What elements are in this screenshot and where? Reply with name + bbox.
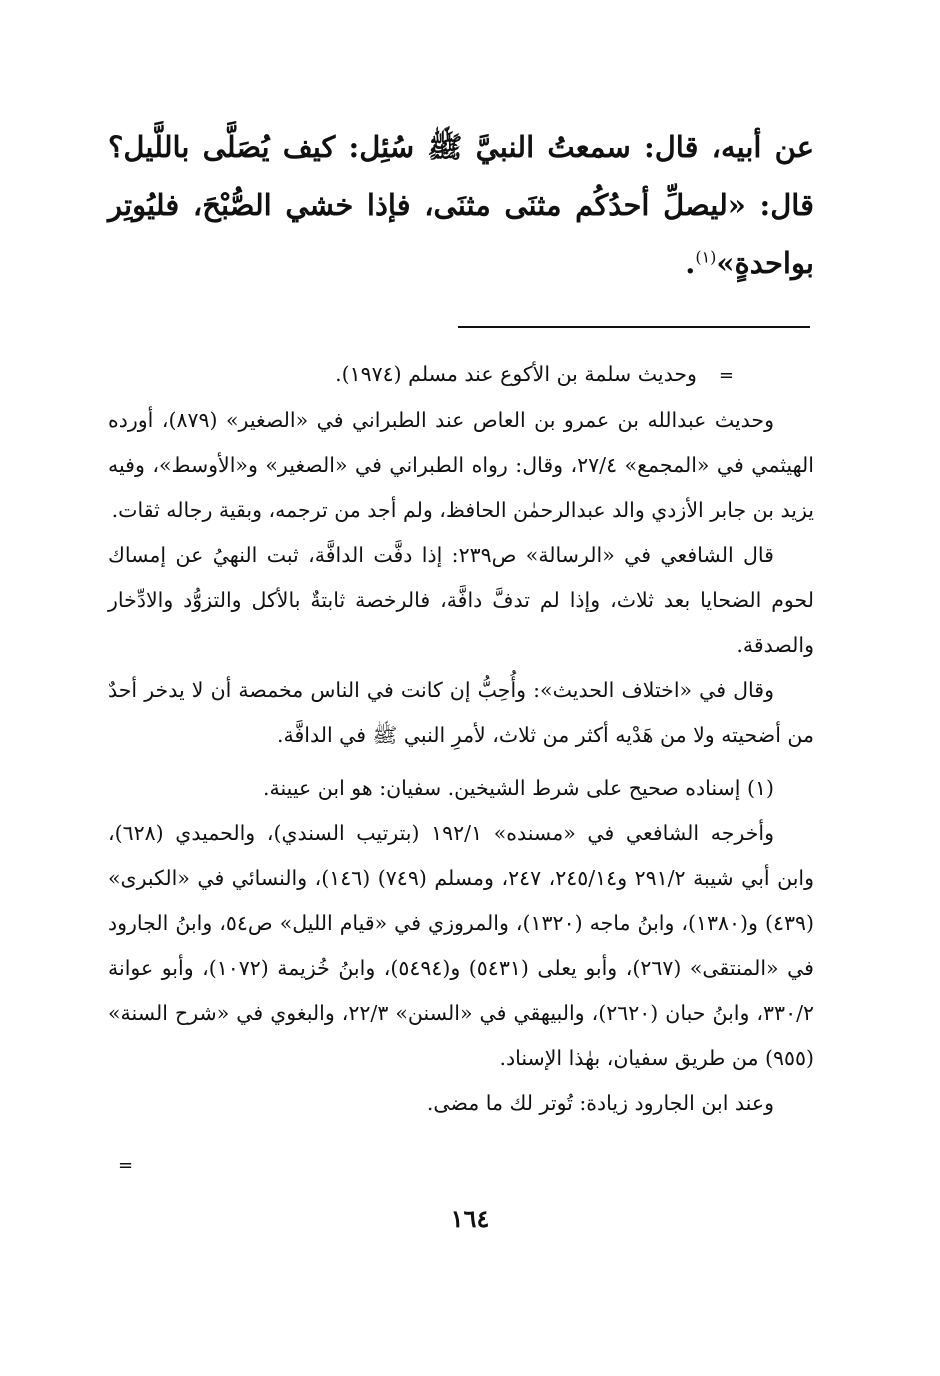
page-number: ١٦٤ [450, 1204, 490, 1233]
footnote-reference: (١) [695, 247, 717, 267]
footnotes-section [108, 352, 814, 1126]
footnote-one-sources: وأخرجه الشافعي في «مسنده» ١٩٢/١ (بترتيب السندي)، والحميدي (٦٢٨)، وابن أبي شيبة ٢٩١/٢ و٢٤٥/١٤، ٢٤٧، ومسلم (٧٤٩) (١٤٦)، والنسائي في «الكبرى» (٤٣٩) و(١٣٨٠)، وابنُ ماجه (١٣٢٠)، والمروزي في «قيام الليل» ص٥٤، وابنُ الجارود في «المنتقى» (٢٦٧)، وأبو يعلى (٥٤٣١) و(٥٤٩٤)، وابنُ خُزيمة (١٠٧٢)، وأبو عوانة ٣٣٠/٢، وابنُ حبان (٢٦٢٠)، والبيهقي في «السنن» ٢٢/٣، والبغوي في «شرح السنة» (٩٥٥) من طريق سفيان، بهٰذا الإسناد. [108, 821, 814, 1070]
footnote-line [108, 352, 814, 398]
hadith-body: عن أبيه، قال: سمعتُ النبيَّ ﷺ سُئِل: كيف يُصَلَّى باللَّيل؟ قال: «ليصلِّ أحدُكُم مثنَى مثنَى، فإذا خشي الصُّبْحَ، فليُوتِر بواحدةٍ» [108, 130, 814, 280]
hadith-main-text [108, 118, 814, 292]
continuation-end-mark: = [118, 1155, 134, 1176]
footnote-one-addition: وعند ابن الجارود زيادة: تُوتر لك ما مضى. [426, 1091, 774, 1115]
continuation-start-mark: = [718, 365, 734, 386]
hadith-paragraph [108, 118, 814, 292]
footnote-separator-rule [458, 326, 810, 328]
footnote-line: قال الشافعي في «الرسالة» ص٢٣٩: إذا دفَّت الدافَّة، ثبت النهيُ عن إمساك لحوم الضحايا بعد ثلاث، وإذا لم تدفَّ دافَّة، فالرخصة ثابتةٌ بالأكل والتزوُّد والادِّخار والصدقة. [108, 543, 814, 657]
footnote-line: وقال في «اختلاف الحديث»: وأُحِبُّ إن كانت في الناس مخمصة أن لا يدخر أحدٌ من أضحيته ولا من هَدْيه أكثر من ثلاث، لأمرِ النبي ﷺ في الدافَّة. [108, 678, 814, 747]
footnote-line: وحديث عبدالله بن عمرو بن العاص عند الطبراني في «الصغير» (٨٧٩)، أورده الهيثمي في «المجمع» ٢٧/٤، وقال: رواه الطبراني في «الصغير» و«الأوسط»، وفيه يزيد بن جابر الأزدي والد عبدالرحمٰن الحافظ، ولم أجد من ترجمه، وبقية رجاله ثقات. [108, 408, 814, 522]
footnote-line-text: وحديث سلمة بن الأكوع عند مسلم (١٩٧٤). [335, 362, 697, 386]
footnote-one-heading: (١) إسناده صحيح على شرط الشيخين. سفيان: هو ابن عيينة. [262, 776, 774, 800]
hadith-end-punctuation: . [685, 246, 696, 280]
